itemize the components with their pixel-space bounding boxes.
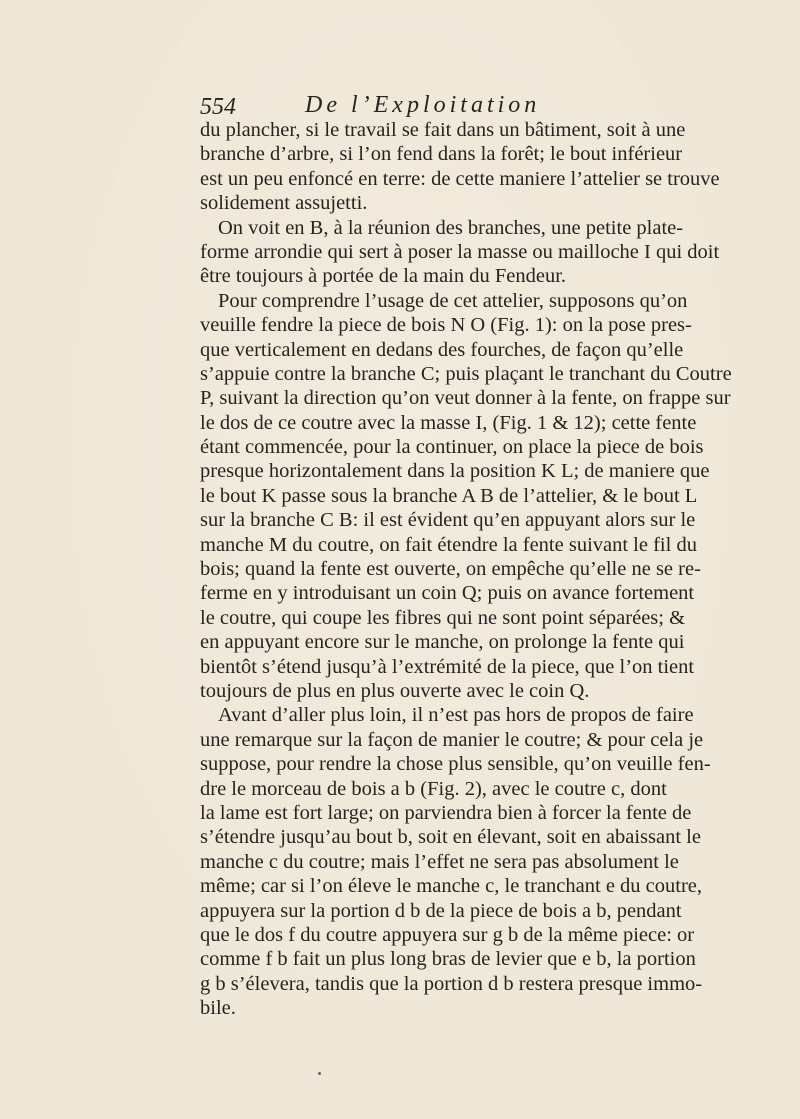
text-line: solidement assujetti. <box>200 192 368 215</box>
text-line: être toujours à portée de la main du Fendeur. <box>200 265 567 288</box>
text-line: Pour comprendre l’usage de cet attelier, supposons qu’on <box>218 289 688 312</box>
text-line: le dos de ce coutre avec la masse I, (Fig. 1 & 12); cette fente <box>200 411 697 434</box>
text-line: sur la branche C B: il est évident qu’en appuyant alors sur le <box>200 509 696 532</box>
text-line: suppose, pour rendre la chose plus sensible, qu’on veuille fen- <box>200 753 711 776</box>
text-line: s’étendre jusqu’au bout b, soit en élevant, soit en abaissant le <box>200 826 701 849</box>
text-line: On voit en B, à la réunion des branches, une petite plate- <box>218 216 684 239</box>
text-line: toujours de plus en plus ouverte avec le coin Q. <box>200 679 590 702</box>
text-line: du plancher, si le travail se fait dans un bâtiment, soit à une <box>200 119 686 141</box>
text-line: que le dos f du coutre appuyera sur g b de la même piece: or <box>200 923 695 946</box>
page-number: 554 <box>200 94 236 120</box>
text-line: bois; quand la fente est ouverte, on empêche qu’elle ne se re- <box>200 558 701 581</box>
text-line: le bout K passe sous la branche A B de l’attelier, & le bout L <box>200 484 698 507</box>
text-line: Avant d’aller plus loin, il n’est pas hors de propos de faire <box>218 704 694 727</box>
text-line: g b s’élevera, tandis que la portion d b restera presque immo- <box>200 972 703 995</box>
text-line: bientôt s’étend jusqu’à l’extrémité de la piece, que l’on tient <box>200 655 695 678</box>
text-line: que verticalement en dedans des fourches, de façon qu’elle <box>200 338 684 361</box>
text-line: branche d’arbre, si l’on fend dans la forêt; le bout inférieur <box>200 143 683 166</box>
text-line: comme f b fait un plus long bras de levier que e b, la portion <box>200 948 696 971</box>
text-line: dre le morceau de bois a b (Fig. 2), avec le coutre c, dont <box>200 777 667 800</box>
text-line: appuyera sur la portion d b de la piece de bois a b, pendant <box>200 899 682 922</box>
text-line: une remarque sur la façon de manier le coutre; & pour cela je <box>200 728 704 751</box>
page-header <box>200 92 680 120</box>
text-line: même; car si l’on éleve le manche c, le tranchant e du coutre, <box>200 875 703 898</box>
body-text <box>200 118 800 1020</box>
text-line: manche c du coutre; mais l’effet ne sera pas absolument le <box>200 850 679 873</box>
text-line: le coutre, qui coupe les fibres qui ne sont point séparées; & <box>200 606 686 629</box>
text-line: forme arrondie qui sert à poser la masse ou mailloche I qui doit <box>200 240 720 263</box>
text-line: est un peu enfoncé en terre: de cette maniere l’attelier se trouve <box>200 167 720 190</box>
text-line: P, suivant la direction qu’on veut donner à la fente, on frappe sur <box>200 387 731 410</box>
text-line: veuille fendre la piece de bois N O (Fig. 1): on la pose pres- <box>200 314 692 337</box>
running-head: De l’Exploitation <box>305 92 541 118</box>
text-line: étant commencée, pour la continuer, on place la piece de bois <box>200 436 704 459</box>
text-line: manche M du coutre, on fait étendre la fente suivant le fil du <box>200 533 697 556</box>
text-line: presque horizontalement dans la position K L; de maniere que <box>200 460 710 483</box>
ink-speck <box>318 1072 321 1075</box>
text-line: bile. <box>200 997 236 1020</box>
text-line: ferme en y introduisant un coin Q; puis on avance fortement <box>200 582 695 605</box>
text-line: la lame est fort large; on parviendra bien à forcer la fente de <box>200 801 692 824</box>
text-line: en appuyant encore sur le manche, on prolonge la fente qui <box>200 631 685 654</box>
text-line: s’appuie contre la branche C; puis plaçant le tranchant du Coutre <box>200 362 732 385</box>
